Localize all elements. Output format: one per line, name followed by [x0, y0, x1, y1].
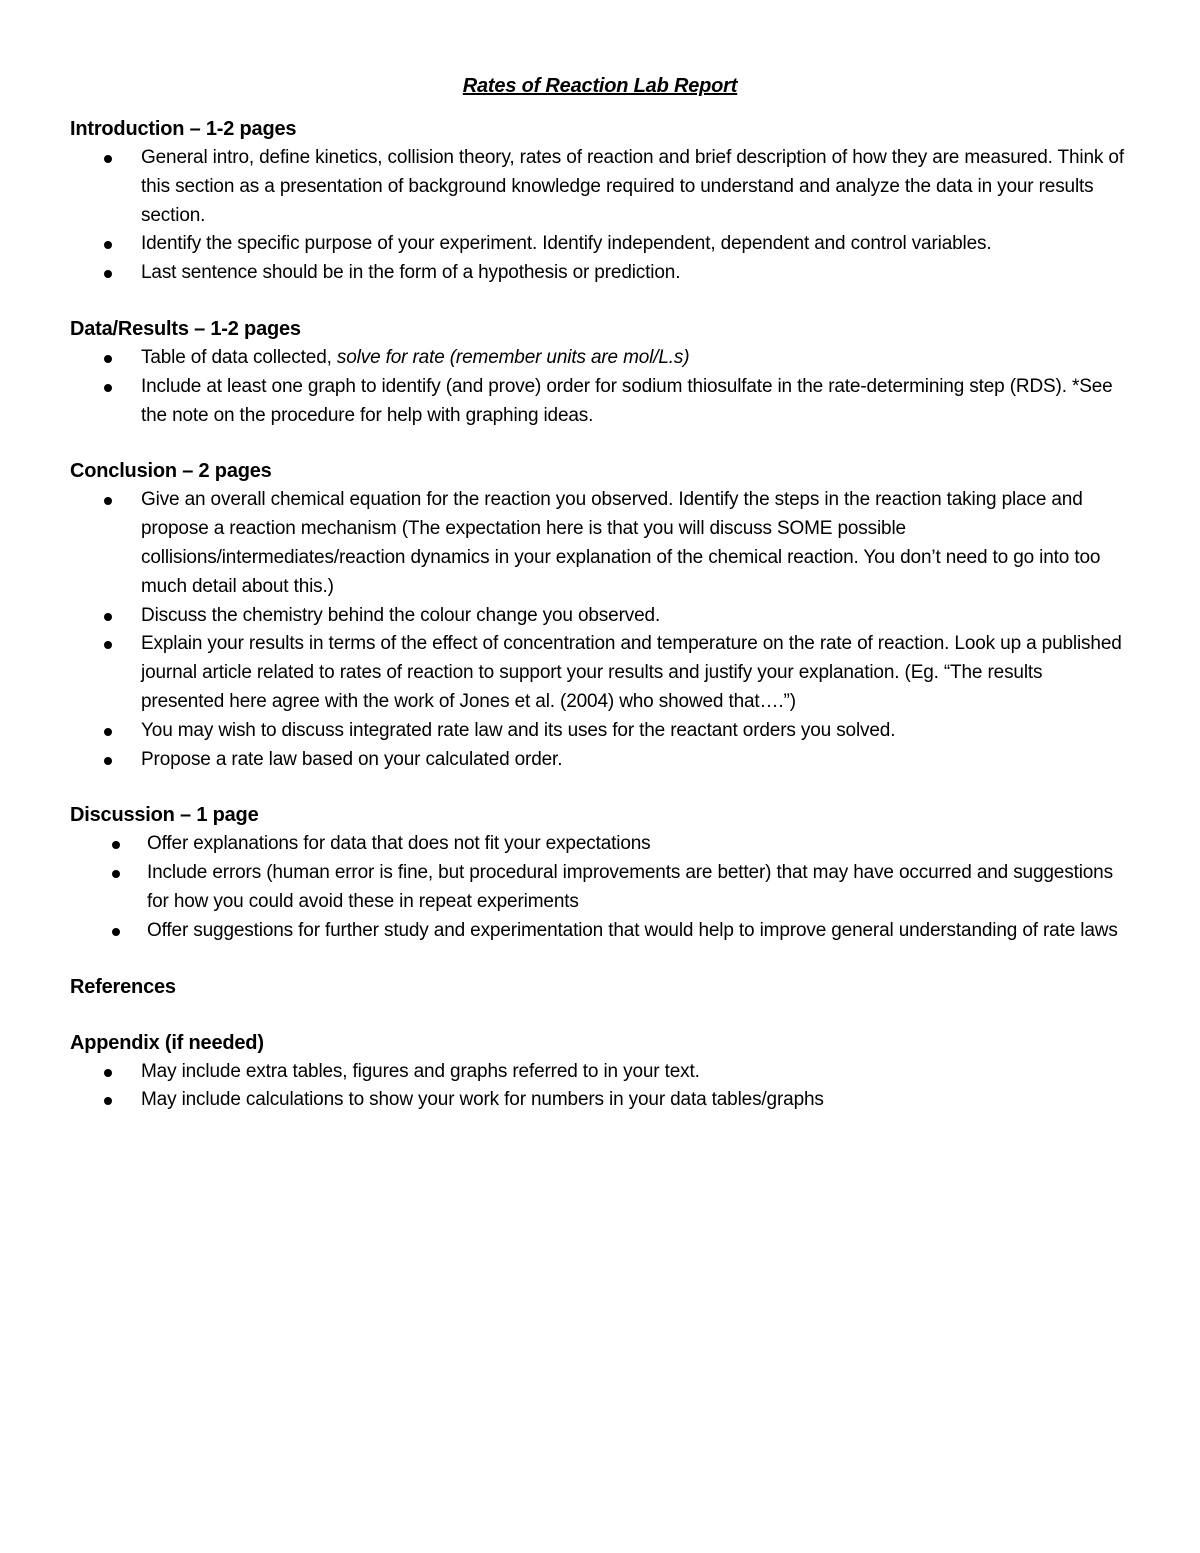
- section-heading: Conclusion – 2 pages: [70, 460, 272, 483]
- bullet-icon: [104, 728, 112, 736]
- list-item-text: May include calculations to show your work for numbers in your data tables/graphs: [141, 1089, 824, 1111]
- list-item-text: General intro, define kinetics, collision theory, rates of reaction and brief description of how they are measured. Think of this section as a presentation of background knowledge required to understand and analyze the data in your results section.: [141, 147, 1124, 226]
- bullet-list: [70, 830, 1130, 945]
- list-item: [70, 373, 1130, 431]
- section-heading: Discussion – 1 page: [70, 804, 259, 827]
- list-item: [70, 344, 1130, 373]
- list-item: [70, 602, 1130, 631]
- list-item: [70, 1086, 1130, 1115]
- list-item-text: Propose a rate law based on your calculated order.: [141, 748, 563, 770]
- bullet-icon: [104, 241, 112, 249]
- list-item-text: May include extra tables, figures and graphs referred to in your text.: [141, 1060, 700, 1082]
- list-item-text: Include at least one graph to identify (and prove) order for sodium thiosulfate in the rate-determining step (RDS). *See the note on the procedure for help with graphing ideas.: [141, 375, 1113, 426]
- list-item-text: Offer explanations for data that does not fit your expectations: [147, 833, 651, 855]
- list-item: [70, 1058, 1130, 1087]
- section-heading: Introduction – 1-2 pages: [70, 118, 297, 140]
- bullet-icon: [104, 355, 112, 363]
- list-item-text: Identify the specific purpose of your experiment. Identify independent, dependent and control variables.: [141, 233, 992, 255]
- bullet-icon: [104, 155, 112, 163]
- bullet-list: [70, 1058, 1130, 1116]
- document-page: [70, 70, 1130, 1141]
- list-item: [70, 917, 1130, 946]
- bullet-list: [70, 144, 1130, 288]
- list-item: [70, 859, 1130, 917]
- list-item: [70, 717, 1130, 746]
- list-item: [70, 144, 1130, 230]
- section-data-results: [70, 314, 1130, 430]
- list-item-text: Include errors (human error is fine, but procedural improvements are better) that may have occurred and suggestions for how you could avoid these in repeat experiments: [147, 862, 1113, 912]
- bullet-icon: [112, 928, 120, 936]
- section-heading: Data/Results – 1-2 pages: [70, 317, 301, 340]
- list-item: [70, 259, 1130, 288]
- section-appendix: [70, 1028, 1130, 1116]
- bullet-icon: [104, 757, 112, 765]
- list-item-italic-text: solve for rate (remember units are mol/L.s): [336, 346, 690, 368]
- bullet-icon: [104, 497, 112, 505]
- list-item-text: Give an overall chemical equation for the reaction you observed. Identify the steps in the reaction taking place and propose a reaction mechanism (The expectation here is that you will discuss SOME possible collisions/intermediates/reaction dynamics in your explanation of the chemical reaction. You don’t need to go into too much detail about this.): [141, 489, 1101, 597]
- bullet-icon: [104, 1097, 112, 1105]
- bullet-icon: [112, 841, 120, 849]
- list-item-text: Offer suggestions for further study and experimentation that would help to improve general understanding of rate laws: [147, 919, 1118, 941]
- section-introduction: [70, 114, 1130, 288]
- section-heading: References: [70, 975, 176, 998]
- list-item: [70, 630, 1130, 716]
- bullet-icon: [104, 270, 112, 278]
- section-heading: Appendix (if needed): [70, 1031, 264, 1054]
- section-references: [70, 972, 1130, 1002]
- list-item-text: Last sentence should be in the form of a hypothesis or prediction.: [141, 262, 681, 284]
- section-discussion: [70, 800, 1130, 945]
- list-item: [70, 830, 1130, 859]
- bullet-list: [70, 486, 1130, 774]
- section-conclusion: [70, 456, 1130, 774]
- list-item: [70, 746, 1130, 775]
- bullet-icon: [104, 384, 112, 392]
- list-item-text: Discuss the chemistry behind the colour change you observed.: [141, 604, 661, 626]
- list-item: [70, 486, 1130, 601]
- document-title: Rates of Reaction Lab Report: [462, 75, 738, 97]
- bullet-list: [70, 344, 1130, 430]
- bullet-icon: [112, 870, 120, 878]
- list-item-text: Explain your results in terms of the effect of concentration and temperature on the rate of reaction. Look up a published journal article related to rates of reaction to support your results and justify your explanation. (Eg. “The results presented here agree with the work of Jones et al. (2004) who showed that….”): [141, 633, 1122, 712]
- list-item: [70, 230, 1130, 259]
- bullet-icon: [104, 613, 112, 621]
- list-item-text: Table of data collected,: [141, 346, 337, 368]
- list-item-text: You may wish to discuss integrated rate law and its uses for the reactant orders you solved.: [141, 719, 896, 741]
- bullet-icon: [104, 1069, 112, 1077]
- bullet-icon: [104, 641, 112, 649]
